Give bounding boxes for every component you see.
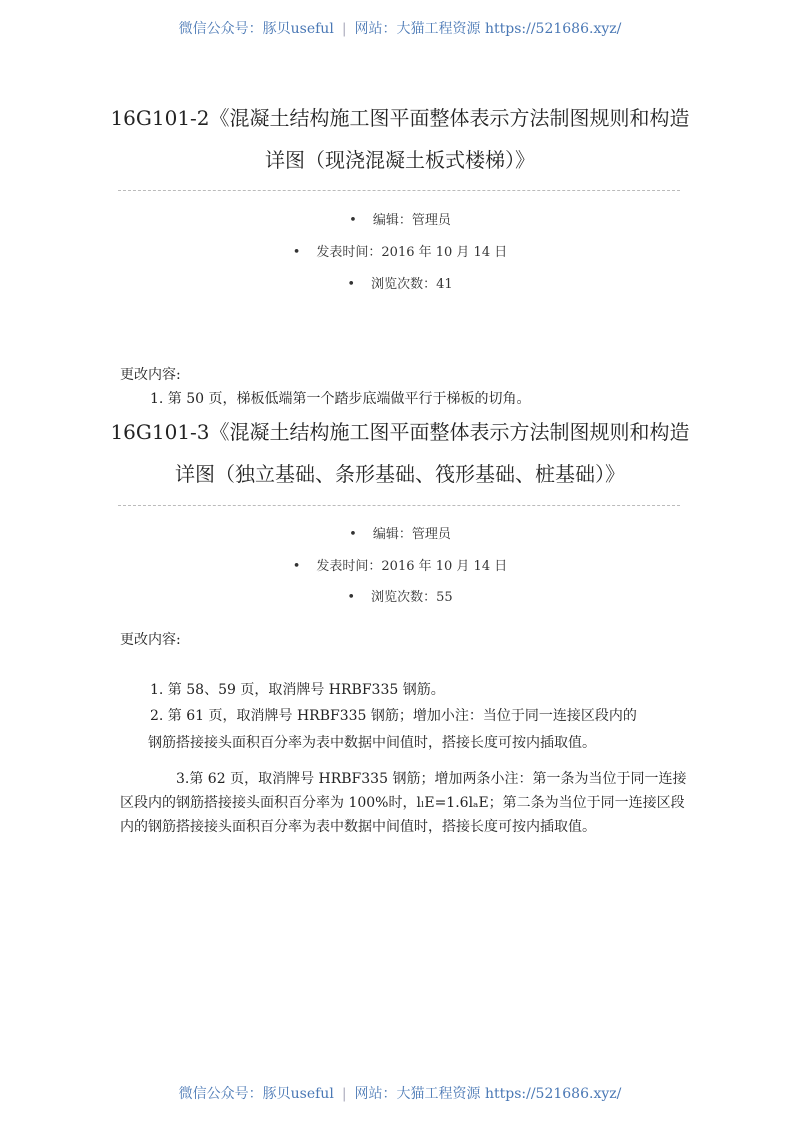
title-line: 16G101-2《混凝土结构施工图平面整体表示方法制图规则和构造 [110,106,690,130]
bullet: • [349,527,357,542]
bullet: • [292,245,301,260]
changes-label: 更改内容: [120,367,181,383]
change-item-3: 3.第 62 页，取消牌号 HRBF335 钢筋；增加两条小注：第一条为当位于同一连接区段内的钢筋搭接接头面积百分率为 100%时，lₗE=1.6lₐE；第二条为当位于同一连接区段内的钢筋搭接接头面积百分率为表中数据中间值时，搭接长度可按内插取值。 [120,771,687,835]
wechat-label: 微信公众号：豚贝useful [178,1086,334,1102]
article-title-2 [110,411,690,495]
website-link[interactable]: 网站：大猫工程资源 https://521686.xyz/ [354,21,622,37]
meta-editor [0,523,800,542]
title-line: 详图（独立基础、条形基础、筏形基础、桩基础）》 [175,462,625,486]
bullet: • [347,277,356,292]
divider [118,190,680,191]
editor: 编辑：管理员 [372,527,451,542]
bullet: • [292,559,301,574]
wechat-label: 微信公众号：豚贝useful [178,21,334,37]
change-item-continued: 钢筋搭接接头面积百分率为表中数据中间值时，搭接长度可按内插取值。 [148,735,596,751]
view-count: 浏览次数：55 [371,590,453,605]
publish-date: 发表时间：2016 年 10 月 14 日 [316,245,508,260]
bullet: • [347,590,356,605]
bullet: • [349,213,357,228]
change-item: 2. 第 61 页，取消牌号 HRBF335 钢筋；增加小注：当位于同一连接区段内的 [150,708,637,724]
meta-views [0,273,800,292]
publish-date: 发表时间：2016 年 10 月 14 日 [316,559,508,574]
website-link[interactable]: 网站：大猫工程资源 https://521686.xyz/ [354,1086,622,1102]
meta-date [0,555,800,574]
change-item: 1. 第 58、59 页，取消牌号 HRBF335 钢筋。 [150,682,445,698]
page-footer [0,1083,800,1103]
view-count: 浏览次数：41 [371,277,453,292]
divider [118,505,680,506]
meta-views [0,586,800,605]
title-line: 16G101-3《混凝土结构施工图平面整体表示方法制图规则和构造 [110,420,690,444]
title-line: 详图（现浇混凝土板式楼梯）》 [265,148,535,172]
separator: | [341,21,347,37]
page-header [0,18,800,38]
separator: | [341,1086,347,1102]
meta-editor [0,209,800,228]
change-item: 1. 第 50 页，梯板低端第一个踏步底端做平行于梯板的切角。 [150,391,531,407]
editor: 编辑：管理员 [372,213,451,228]
meta-date [0,241,800,260]
article-title-1 [110,97,690,181]
changes-label: 更改内容: [120,632,181,648]
